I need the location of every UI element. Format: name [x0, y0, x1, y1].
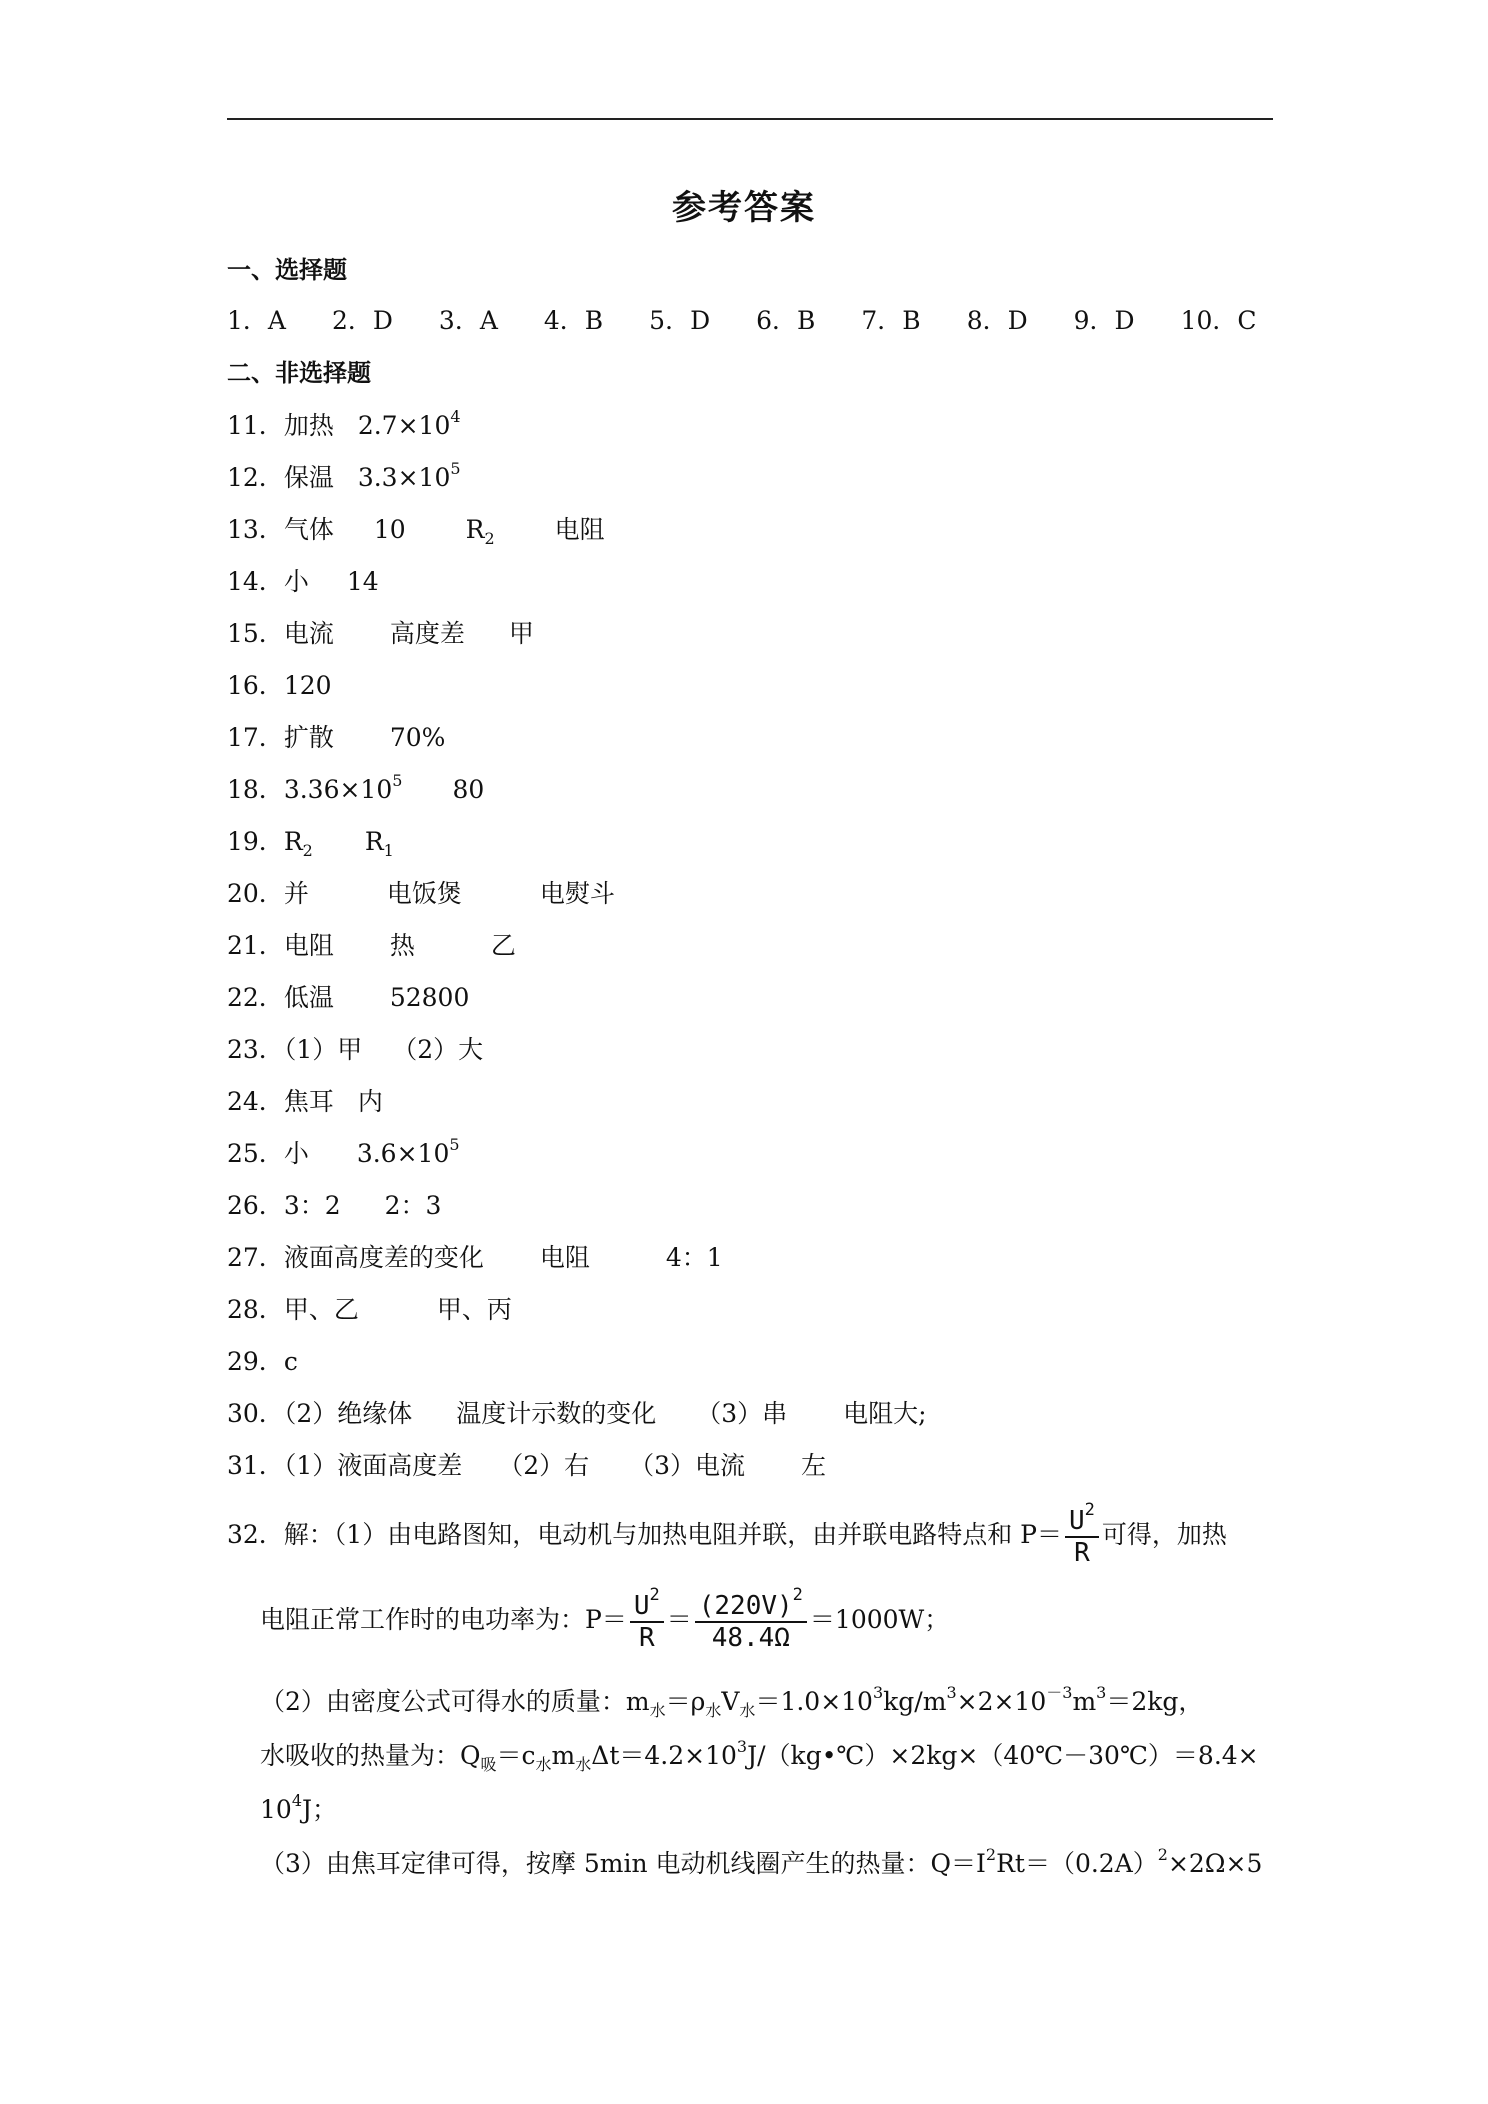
- power-fraction-1: $\frac{U^2}{R}$: [630, 1591, 664, 1653]
- answer-7: 7．B: [861, 306, 921, 335]
- answer-3: 3．A: [438, 306, 498, 335]
- power-fraction-2: $\frac{(220V)^2}{48.4\Omega}$: [695, 1591, 807, 1653]
- power-formula-fraction: $\frac{U^2}{R}$: [1065, 1506, 1099, 1568]
- answer-32-line-1: 32．解：（1）由电路图知，电动机与加热电阻并联，由并联电路特点和 P＝ $\frac{U^2}{R}$ 可得，加热: [227, 1499, 1227, 1568]
- answer-15: 15．电流 高度差 甲: [227, 619, 534, 648]
- answer-29: 29．c: [227, 1347, 298, 1376]
- header-rule: [227, 118, 1273, 120]
- choice-answers: [227, 305, 1257, 337]
- answer-21: 21．电阻 热 乙: [227, 931, 516, 960]
- section-heading-choice: 一、选择题: [227, 256, 347, 284]
- answer-17: 17．扩散 70%: [227, 723, 446, 752]
- answer-10: 10．C: [1180, 306, 1257, 335]
- answer-24: 24．焦耳 内: [227, 1087, 383, 1116]
- answer-8: 8．D: [966, 306, 1028, 335]
- answer-13: 13．气体 10 $R_2$ 电阻: [227, 515, 605, 548]
- answer-32-line-4: 水吸收的热量为：$Q_吸=c_水m_水\Delta t=4.2\times 10^3J/(kg•℃)\times 2kg\times(40℃-30℃)=8.4\times$: [260, 1736, 1259, 1774]
- answer-31: 31．（1）液面高度差 （2）右 （3）电流 左: [227, 1451, 827, 1480]
- answer-22: 22．低温 52800: [227, 983, 470, 1012]
- answer-4: 4．B: [543, 306, 604, 335]
- answer-30: 30．（2）绝缘体 温度计示数的变化 （3）串 电阻大;: [227, 1399, 927, 1428]
- answer-25: 25．小 $3.6\times 10^5$: [227, 1134, 460, 1168]
- answer-2: 2．D: [331, 306, 393, 335]
- answer-32-line-3: （2）由密度公式可得水的质量：$m_水=\rho_水V_水=1.0\times 10^3kg/m^3\times 2\times 10^{-3}m^3=2kg$，: [260, 1682, 1204, 1720]
- answer-16: 16．120: [227, 671, 332, 700]
- answer-28: 28．甲、乙 甲、丙: [227, 1295, 512, 1324]
- answer-5: 5．D: [649, 306, 711, 335]
- answer-1: 1．A: [227, 306, 286, 335]
- answer-32-line-6: （3）由焦耳定律可得，按摩 5min 电动机线圈产生的热量：$Q=I^2Rt=(0.2A)^2\times 2\Omega\times 5$: [260, 1844, 1263, 1878]
- answer-14: 14．小 14: [227, 567, 379, 596]
- answer-9: 9．D: [1073, 306, 1135, 335]
- section-heading-nonchoice: 二、非选择题: [227, 359, 371, 387]
- answer-32-line-5: $10^4J$；: [260, 1790, 338, 1824]
- answer-18: 18．$3.36\times 10^5$ 80: [227, 770, 485, 804]
- answer-26: 26．3：2 2：3: [227, 1191, 442, 1220]
- answer-20: 20．并 电饭煲 电熨斗: [227, 879, 615, 908]
- answer-27: 27．液面高度差的变化 电阻 4：1: [227, 1243, 723, 1272]
- answer-6: 6．B: [756, 306, 816, 335]
- answer-12: 12．保温 $3.3\times 10^5$: [227, 458, 461, 492]
- answer-19: 19．$R_2$ $R_1$: [227, 827, 394, 860]
- answer-23: 23．（1）甲 （2）大: [227, 1035, 484, 1064]
- page-title: 参考答案: [672, 188, 816, 228]
- answer-11: 11．加热 $2.7\times 10^4$: [227, 406, 461, 440]
- answer-32-line-2: 电阻正常工作时的电功率为：P＝ $\frac{U^2}{R}$ ＝ $\frac{(220V)^2}{48.4\Omega}$ ＝1000W；: [260, 1584, 950, 1653]
